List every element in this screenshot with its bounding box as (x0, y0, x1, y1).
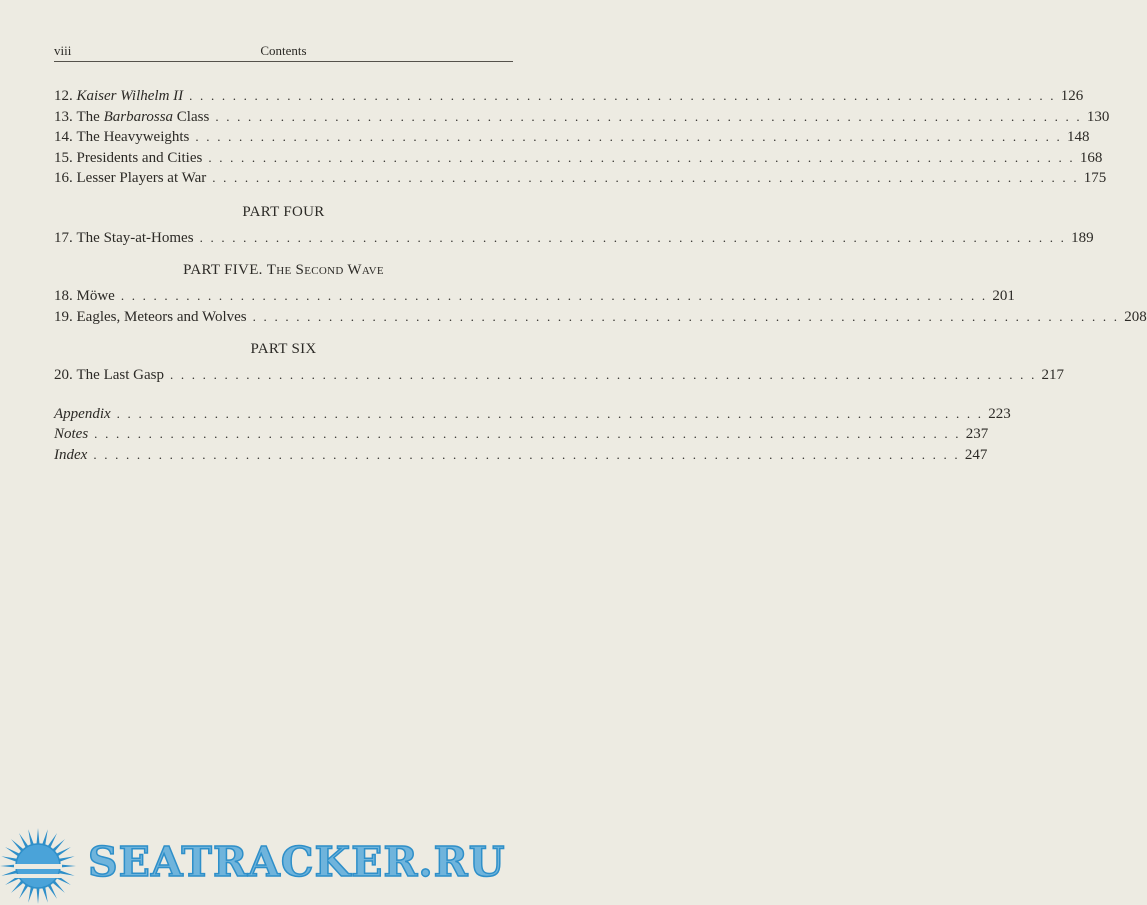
toc-entry-page: 168 (1079, 149, 1103, 166)
toc-entry-title-part: The (76, 108, 104, 125)
toc-block-part-four (54, 228, 1094, 249)
toc-entry (54, 445, 988, 466)
toc-entry-number: 16. (54, 170, 77, 186)
sun-ray (42, 829, 48, 845)
toc-entry-title (54, 445, 87, 466)
sun-ray (28, 829, 34, 845)
sun-ray (52, 880, 65, 893)
toc-entry-title-part: Presidents and Cities (76, 149, 203, 166)
toc-entry-page: 148 (1066, 129, 1090, 145)
toc-entry-title-part: Eagles, Meteors and Wolves (76, 308, 247, 325)
part-six-heading (54, 339, 513, 359)
toc-entry (54, 404, 1011, 425)
toc-entry (54, 307, 1147, 328)
toc-entry (54, 148, 1103, 169)
dot-leader: . . . . . . . . . . . . . . . . . . . . . . . . . . . . . . . . . . . . . . . . . . . . . . . . . . . . . . . . . . . . . . . . . . . . . . . . . . . . . . . . (94, 426, 961, 441)
dot-leader: . . . . . . . . . . . . . . . . . . . . . . . . . . . . . . . . . . . . . . . . . . . . . . . . . . . . . . . . . . . . . . . . . . . . . . . . . . . . . . . . (199, 229, 1067, 245)
toc-entry (54, 127, 1090, 148)
toc-entry (54, 86, 1084, 107)
watermark-text: SEATRACKER.RU (88, 838, 506, 886)
toc-entry-title (54, 404, 111, 425)
toc-entry (54, 168, 1107, 189)
dot-leader: . . . . . . . . . . . . . . . . . . . . . . . . . . . . . . . . . . . . . . . . . . . . . . . . . . . . . . . . . . . . . . . . . . . . . . . . . . . . . . . . (215, 108, 1082, 124)
sun-ray (37, 888, 40, 904)
toc-entry-number: 17. (54, 229, 77, 246)
toc-entry-page: 223 (988, 405, 1011, 422)
toc-entry-page: 175 (1083, 170, 1107, 186)
sun-ray (59, 856, 75, 862)
sun-ray (5, 847, 20, 856)
sun-ray (42, 887, 48, 903)
toc-block-part-six (54, 365, 1065, 386)
dot-leader: . . . . . . . . . . . . . . . . . . . . . . . . . . . . . . . . . . . . . . . . . . . . . . . . . . . . . . . . . . . . . . . . . . . . . . . . . . . . . . . . (212, 170, 1079, 185)
dot-leader: . . . . . . . . . . . . . . . . . . . . . . . . . . . . . . . . . . . . . . . . . . . . . . . . . . . . . . . . . . . . . . . . . . . . . . . . . . . . . . . . (208, 149, 1075, 165)
page-number: viii (54, 43, 72, 58)
sun-ray (48, 833, 57, 848)
toc-entry (54, 286, 1015, 307)
toc-entry-title-part: Barbarossa (103, 108, 174, 125)
toc-entry-title (77, 127, 190, 148)
toc-entry-number: 13. (54, 108, 77, 125)
toc-entry-number: 18. (54, 288, 77, 304)
toc-entry-title (77, 307, 247, 328)
toc-entry-page: 247 (964, 446, 988, 463)
toc-entry (54, 107, 1110, 128)
dot-leader: . . . . . . . . . . . . . . . . . . . . . . . . . . . . . . . . . . . . . . . . . . . . . . . . . . . . . . . . . . . . . . . . . . . . . . . . . . . . . . . . (169, 367, 1037, 382)
toc-entry-title (77, 86, 184, 107)
toc-entry-title-part: Index (54, 446, 88, 463)
dot-leader: . . . . . . . . . . . . . . . . . . . . . . . . . . . . . . . . . . . . . . . . . . . . . . . . . . . . . . . . . . . . . . . . . . . . . . . . . . . . . . . . (120, 288, 988, 303)
toc-entry-page: 237 (965, 426, 989, 442)
toc-entry-title-part: Class (173, 108, 210, 125)
toc-entry-number: 20. (54, 367, 77, 383)
part-five-title: PART FIVE. (183, 262, 263, 278)
table-of-contents (54, 86, 1147, 465)
sun-ray (48, 884, 57, 899)
running-title: Contents (260, 43, 307, 58)
toc-entry-title-part: Kaiser Wilhelm II (76, 88, 184, 104)
dot-leader: . . . . . . . . . . . . . . . . . . . . . . . . . . . . . . . . . . . . . . . . . . . . . . . . . . . . . . . . . . . . . . . . . . . . . . . . . . . . . . . . (116, 405, 984, 421)
dot-leader: . . . . . . . . . . . . . . . . . . . . . . . . . . . . . . . . . . . . . . . . . . . . . . . . . . . . . . . . . . . . . . . . . . . . . . . . . . . . . . . . (93, 446, 960, 462)
toc-entry-number: 14. (54, 129, 77, 145)
toc-entry-page: 217 (1041, 367, 1065, 383)
sun-ray (60, 865, 76, 868)
toc-entry (54, 365, 1065, 386)
part-four-heading (54, 202, 513, 222)
toc-block-part-three (54, 86, 1110, 189)
toc-entry-page: 201 (992, 288, 1015, 304)
toc-entry-title-part: Möwe (76, 288, 115, 304)
toc-entry-title-part: Lesser Players at War (76, 170, 207, 186)
toc-entry-title (77, 107, 210, 128)
toc-entry-title (77, 365, 164, 386)
part-five-heading (54, 260, 513, 280)
toc-entry-page: 208 (1124, 308, 1147, 325)
part-five-subtitle: The Second Wave (266, 262, 384, 278)
toc-entry-page: 189 (1071, 229, 1094, 246)
part-six-title: PART SIX (250, 341, 317, 357)
toc-entry (54, 424, 989, 445)
sun-ray (52, 839, 65, 852)
sun-ray (19, 884, 28, 899)
toc-entry-number: 12. (54, 88, 77, 104)
toc-entry (54, 228, 1094, 249)
toc-entry-number: 15. (54, 149, 77, 166)
toc-block-back-matter (54, 404, 1011, 466)
dot-leader: . . . . . . . . . . . . . . . . . . . . . . . . . . . . . . . . . . . . . . . . . . . . . . . . . . . . . . . . . . . . . . . . . . . . . . . . . . . . . . . . (195, 129, 1062, 144)
toc-entry-page: 126 (1060, 88, 1084, 104)
sun-ray (11, 880, 24, 893)
toc-entry-title-part: Notes (54, 426, 89, 442)
toc-entry-title (77, 286, 115, 307)
toc-entry-title-part: The Last Gasp (76, 367, 164, 383)
toc-entry-title (77, 168, 207, 189)
toc-block-part-five (54, 286, 1147, 327)
toc-entry-title-part: The Heavyweights (76, 129, 190, 145)
toc-entry-title-part: The Stay-at-Homes (76, 229, 194, 246)
sun-ray (1, 856, 17, 862)
toc-entry-title-part: Appendix (54, 405, 111, 422)
toc-entry-title (77, 228, 194, 249)
toc-entry-title (54, 424, 88, 445)
running-head (54, 41, 513, 62)
toc-entry-title (77, 148, 203, 169)
toc-entry-page: 130 (1086, 108, 1110, 125)
part-four-title: PART FOUR (242, 203, 325, 220)
sun-ray (19, 833, 28, 848)
sun-ray (11, 839, 24, 852)
dot-leader: . . . . . . . . . . . . . . . . . . . . . . . . . . . . . . . . . . . . . . . . . . . . . . . . . . . . . . . . . . . . . . . . . . . . . . . . . . . . . . . . (189, 88, 1056, 103)
sun-ray (28, 887, 34, 903)
sun-ray (56, 847, 71, 856)
dot-leader: . . . . . . . . . . . . . . . . . . . . . . . . . . . . . . . . . . . . . . . . . . . . . . . . . . . . . . . . . . . . . . . . . . . . . . . . . . . . . . . . (252, 308, 1120, 324)
sun-ray (37, 828, 40, 844)
sun-ray (0, 865, 16, 868)
toc-entry-number: 19. (54, 308, 77, 325)
